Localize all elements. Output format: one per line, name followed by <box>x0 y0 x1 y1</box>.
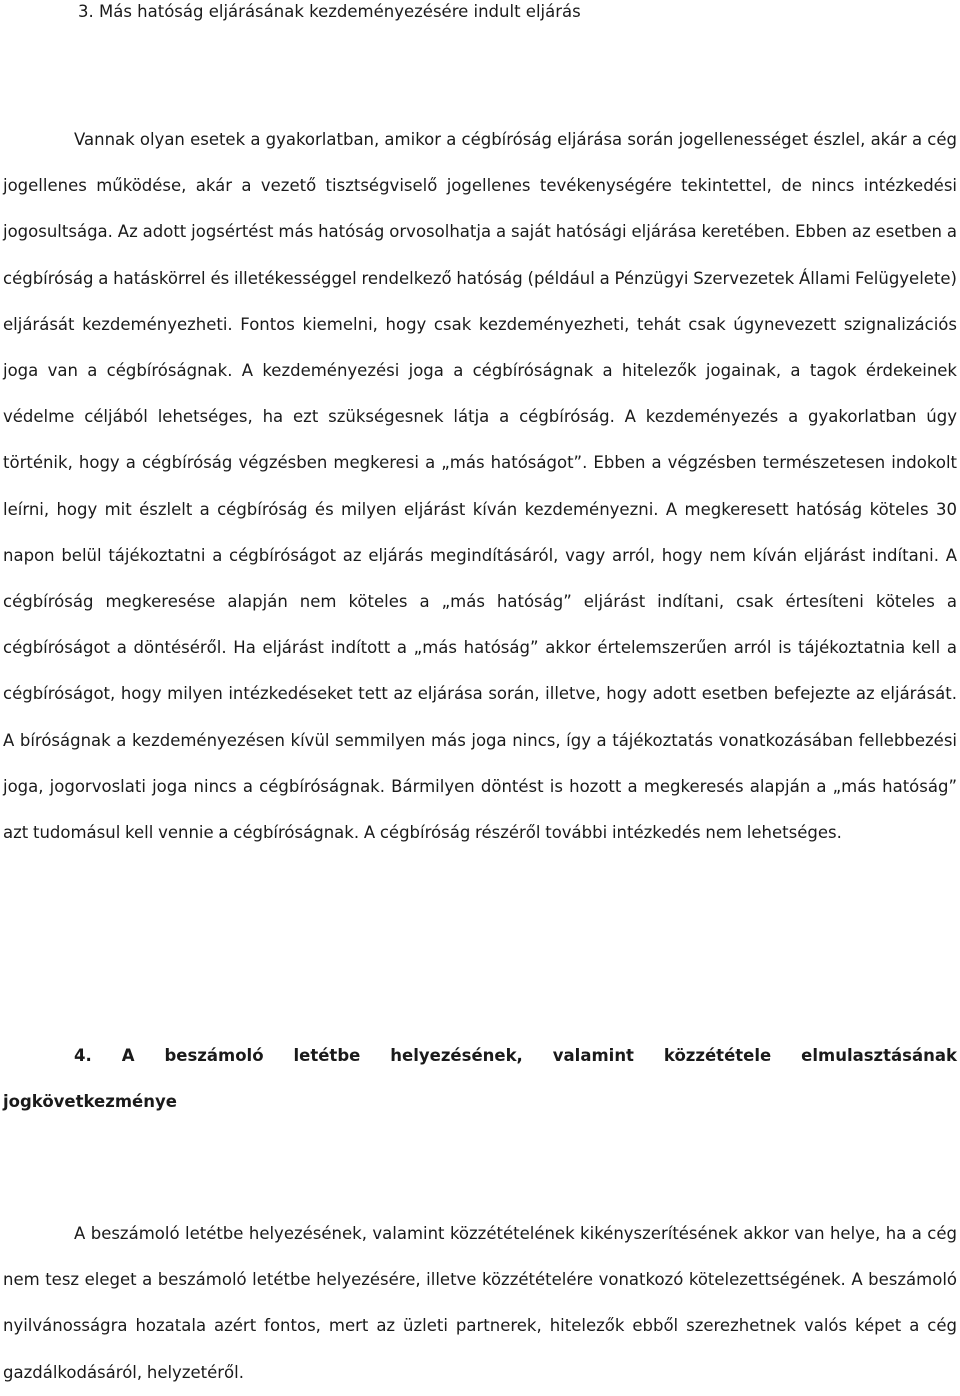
section-4-heading: 4. A beszámoló letétbe helyezésének, valamint közzététele elmulasztásának jogkövetkezménye <box>3 1046 957 1112</box>
section-3-paragraph: Vannak olyan esetek a gyakorlatban, amikor a cégbíróság eljárása során jogellenességet észlel, akár a cég jogellenes működése, akár a vezető tisztségviselő jogellenes tevékenységére tekintettel, de nincs intézkedési jogosultsága. Az adott jogsértést más hatóság orvosolhatja a saját hatósági eljárása keretében. Ebben az esetben a cégbíróság a hatáskörrel és illetékességgel rendelkező hatóság (például a Pénzügyi Szervezetek Állami Felügyelete) eljárását kezdeményezheti. Fontos kiemelni, hogy csak kezdeményezheti, tehát csak úgynevezett szignalizációs joga van a cégbíróságnak. A kezdeményezési joga a cégbíróságnak a hitelezők jogainak, a tagok érdekeinek védelme céljából lehetséges, ha ezt szükségesnek látja a cégbíróság. A kezdeményezés a gyakorlatban úgy történik, hogy a cégbíróság végzésben megkeresi a „más hatóságot”. Ebben a végzésben természetesen indokolt leírni, hogy mit észlelt a cégbíróság és milyen eljárást kíván kezdeményezni. A megkeresett hatóság köteles 30 napon belül tájékoztatni a cégbíróságot az eljárás megindításáról, vagy arról, hogy nem kíván eljárást indítani. A cégbíróság megkeresése alapján nem köteles a „más hatóság” eljárást indítani, csak értesíteni köteles a cégbíróságot a döntéséről. Ha eljárást indított a „más hatóság” akkor értelemszerűen arról is tájékoztatnia kell a cégbíróságot, hogy milyen intézkedéseket tett az eljárása során, illetve, hogy adott esetben befejezte az eljárását. A bíróságnak a kezdeményezésen kívül semmilyen más joga nincs, így a tájékoztatás vonatkozásában fellebbezési joga, jogorvoslati joga nincs a cégbíróságnak. Bármilyen döntést is hozott a megkeresés alapján a „más hatóság” azt tudomásul kell vennie a cégbíróságnak. A cégbíróság részéről további intézkedés nem lehetséges. <box>3 130 957 843</box>
section-3-heading: 3. Más hatóság eljárásának kezdeményezésére indult eljárás <box>78 2 581 21</box>
section-4-paragraph: A beszámoló letétbe helyezésének, valamint közzétételének kikényszerítésének akkor van helye, ha a cég nem tesz eleget a beszámoló letétbe helyezésére, illetve közzétételére vonatkozó kötelezettségének. A beszámoló nyilvánosságra hozatala azért fontos, mert az üzleti partnerek, hitelezők ebből szerezhetnek valós képet a cég gazdálkodásáról, helyzetéről. <box>3 1224 957 1382</box>
